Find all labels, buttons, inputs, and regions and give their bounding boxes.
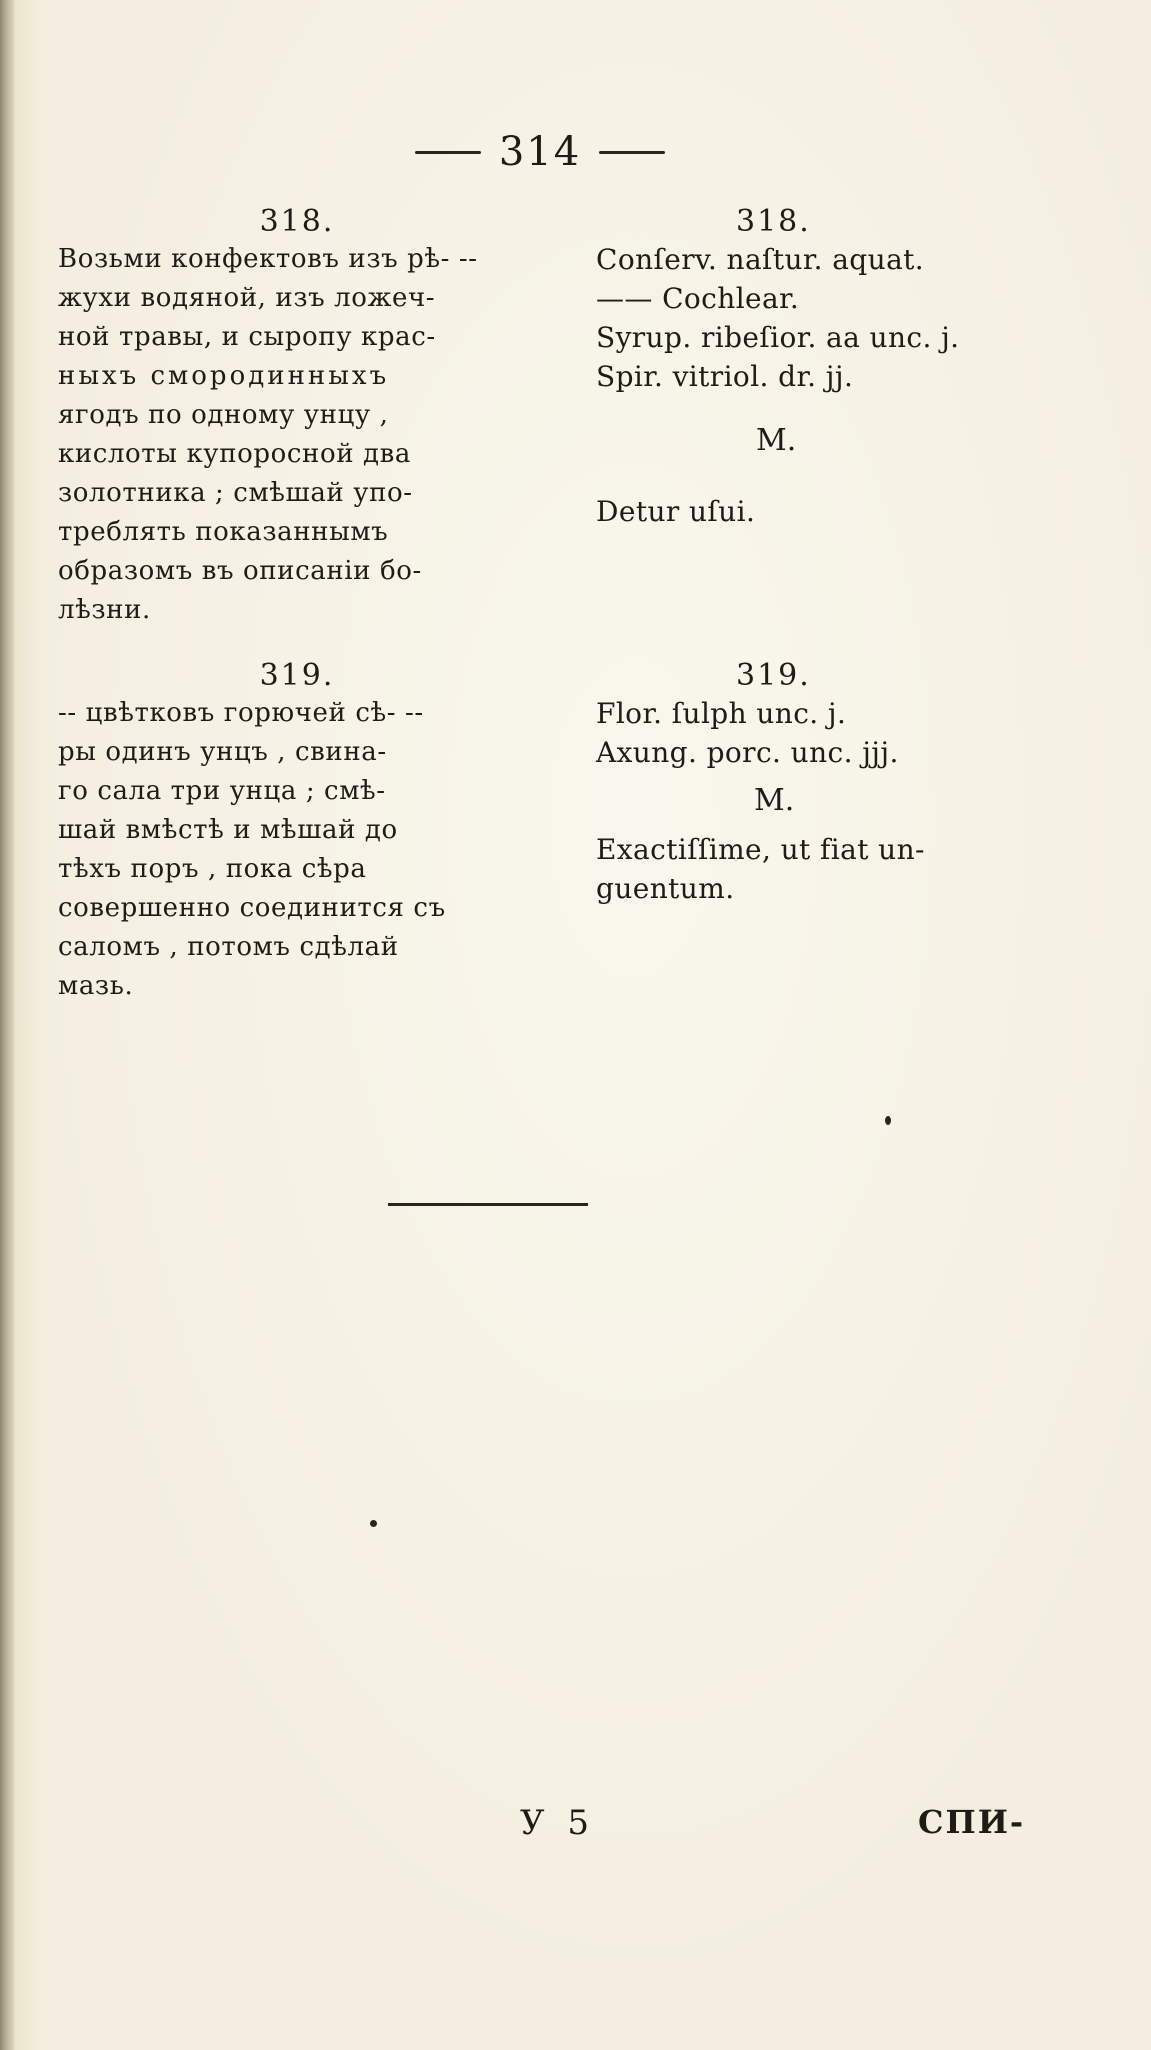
text-line: шай вмѣстѣ и мѣшай до — [58, 815, 398, 845]
text-line: ной травы, и сыропу крас- — [58, 322, 436, 352]
mixture-mark: M. — [754, 783, 795, 818]
text-line: Conſerv. naſtur. aquat. — [596, 243, 925, 276]
text-line: guentum. — [596, 872, 735, 905]
text-line: ры одинъ унцъ , свина- — [58, 737, 387, 767]
section-divider-rule — [388, 1203, 588, 1206]
text-line: треблять показаннымъ — [58, 517, 389, 547]
text-line: лѣзни. — [58, 595, 151, 625]
catchword: СПИ- — [918, 1803, 1026, 1841]
ink-speck — [885, 1116, 891, 1125]
right-recipe-318 — [596, 204, 1036, 531]
text-line: Syrup. ribeſior. aa unc. j. — [596, 321, 960, 354]
text-line: саломъ , потомъ сдѣлай — [58, 932, 399, 962]
text-line: Detur uſui. — [596, 495, 756, 528]
recipe-number: 319. — [259, 658, 335, 693]
signature-mark: У 5 — [520, 1803, 596, 1843]
page-header — [380, 126, 700, 178]
spacer — [596, 772, 1036, 780]
text-line: золотника ; смѣшай упо- — [58, 478, 413, 508]
spacer — [596, 396, 1036, 420]
text-line: —— Cochlear. — [596, 282, 800, 315]
text-line: Spir. vitriol. dr. jj. — [596, 360, 854, 393]
page-number: 314 — [498, 129, 582, 175]
text-line: кислоты купоросной два — [58, 439, 411, 469]
mixture-mark: M. — [756, 423, 797, 458]
text-line: Exactiſſime, ut fiat un- — [596, 833, 925, 866]
text-line: Flor. ſulph unc. j. — [596, 697, 847, 730]
text-line: образомъ въ описаніи бо- — [58, 556, 422, 586]
text-line: Axung. porc. unc. jjj. — [596, 736, 899, 769]
text-line: го сала три унца ; смѣ- — [58, 776, 386, 806]
left-recipe-319 — [58, 658, 536, 1006]
text-line: ягодъ по одному унцу , — [58, 400, 389, 430]
text-line: мазь. — [58, 971, 134, 1001]
left-recipe-318 — [58, 204, 536, 630]
header-left-dash — [415, 151, 481, 154]
recipe-number: 318. — [259, 204, 335, 239]
recipe-number: 319. — [736, 658, 811, 693]
spacer — [596, 822, 1036, 830]
page-binding-edge — [0, 0, 14, 2050]
text-line: ныхъ смородинныхъ — [58, 361, 390, 391]
text-line: жухи водяной, изъ ложеч- — [58, 283, 436, 313]
spacer — [596, 462, 1036, 492]
right-recipe-319 — [596, 658, 1036, 908]
text-line: совершенно соединится съ — [58, 893, 446, 923]
text-line: тѣхъ поръ , пока сѣра — [58, 854, 367, 884]
text-line: -- цвѣтковъ горючей сѣ- -- — [58, 698, 424, 728]
ink-speck — [370, 1520, 377, 1527]
recipe-number: 318. — [736, 204, 811, 239]
header-right-dash — [599, 151, 665, 154]
text-line: Возьми конфектовъ изъ рѣ- -- — [58, 244, 478, 274]
